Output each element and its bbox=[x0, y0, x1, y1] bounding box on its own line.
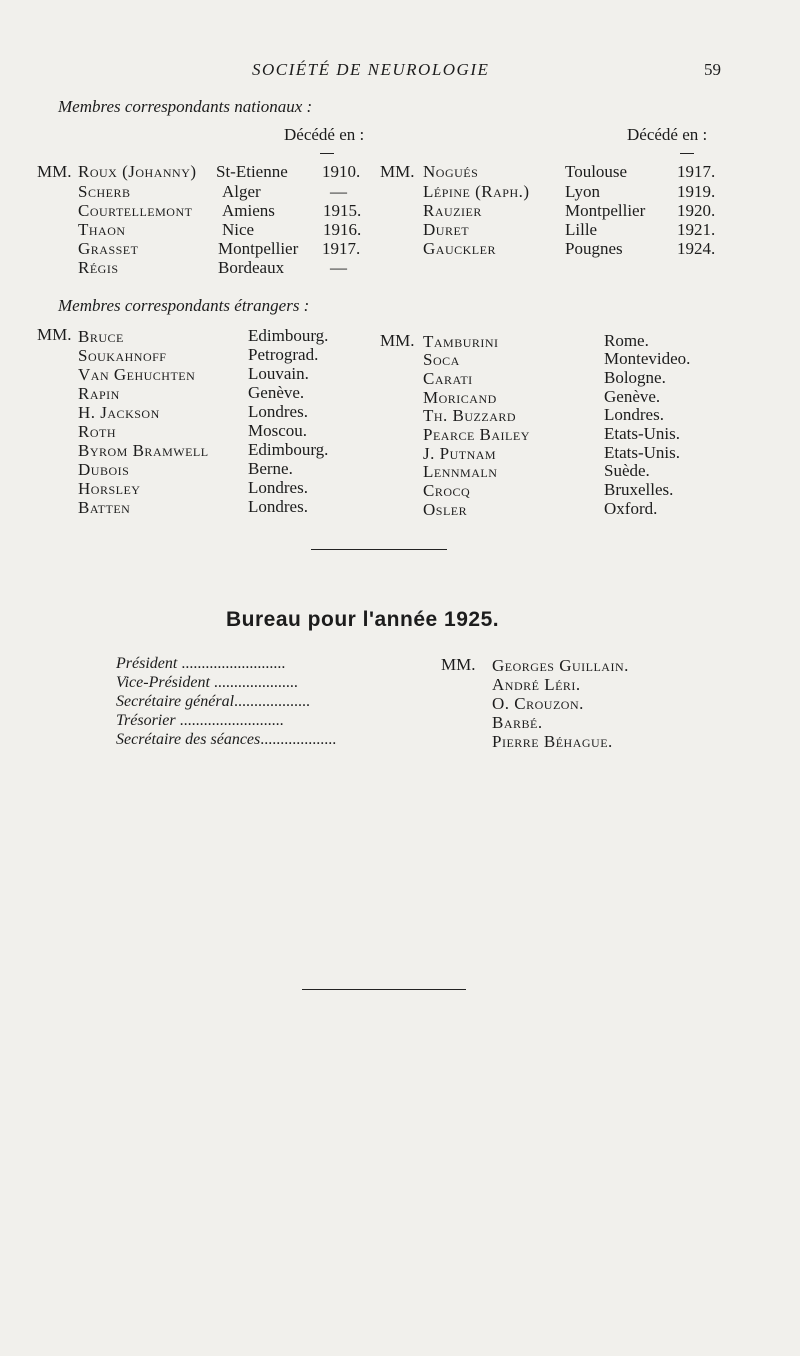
member-city: Londres. bbox=[604, 405, 664, 424]
member-name: Moricand bbox=[423, 388, 497, 407]
member-name: H. Jackson bbox=[78, 403, 160, 422]
member-name: Rapin bbox=[78, 384, 120, 403]
member-name: Van Gehuchten bbox=[78, 365, 196, 384]
member-city: Londres. bbox=[248, 497, 308, 516]
member-name: Th. Buzzard bbox=[423, 406, 517, 425]
member-city: Edimbourg. bbox=[248, 326, 329, 345]
mm-prefix: MM. bbox=[441, 655, 476, 674]
member-name: Roth bbox=[78, 422, 117, 441]
mm-prefix: MM. bbox=[37, 162, 72, 181]
member-year: 1915. bbox=[323, 201, 362, 220]
member-year: — bbox=[330, 258, 347, 277]
mm-prefix: MM. bbox=[380, 162, 415, 181]
nationaux-heading: Membres correspondants nationaux : bbox=[58, 97, 313, 116]
member-city: Alger bbox=[222, 182, 261, 201]
etrangers-heading: Membres correspondants étrangers : bbox=[58, 296, 310, 315]
member-year: 1921. bbox=[677, 220, 716, 239]
member-city: Suède. bbox=[604, 461, 650, 480]
member-city: Montpellier bbox=[218, 239, 299, 258]
member-name: Roux (Johanny) bbox=[78, 162, 197, 181]
member-name: Tamburini bbox=[423, 332, 499, 351]
officer-role: Président .......................... bbox=[116, 655, 286, 672]
member-name: Nogués bbox=[423, 162, 479, 181]
officer-role: Secrétaire des séances................... bbox=[116, 731, 337, 748]
end-divider bbox=[302, 989, 466, 990]
member-city: Bruxelles. bbox=[604, 480, 674, 499]
member-name: Pearce Bailey bbox=[423, 425, 530, 444]
member-year: 1924. bbox=[677, 239, 716, 258]
member-name: Batten bbox=[78, 498, 131, 517]
member-city: Toulouse bbox=[565, 162, 628, 181]
member-city: Moscou. bbox=[248, 421, 308, 440]
deceased-label-right: Décédé en : bbox=[627, 125, 708, 144]
member-city: Etats-Unis. bbox=[604, 424, 681, 443]
officer-role: Secrétaire général................... bbox=[116, 693, 311, 710]
section-divider bbox=[311, 549, 447, 550]
member-name: Horsley bbox=[78, 479, 141, 498]
member-city: Etats-Unis. bbox=[604, 443, 681, 462]
member-year: 1917. bbox=[322, 239, 361, 258]
officer-name: Barbé. bbox=[492, 713, 543, 732]
member-year: 1910. bbox=[322, 162, 361, 181]
member-city: Lille bbox=[565, 220, 598, 239]
member-city: Lyon bbox=[565, 182, 600, 201]
deceased-label-left: Décédé en : bbox=[284, 125, 365, 144]
member-city: Nice bbox=[222, 220, 255, 239]
member-city: Louvain. bbox=[248, 364, 309, 383]
list-item bbox=[78, 162, 197, 181]
member-name: Duret bbox=[423, 220, 470, 239]
officer-name: André Léri. bbox=[492, 675, 581, 694]
member-name: Dubois bbox=[78, 460, 130, 479]
deceased-rule-left bbox=[320, 153, 334, 154]
officer-name: O. Crouzon. bbox=[492, 694, 584, 713]
member-city: Amiens bbox=[222, 201, 275, 220]
bureau-title: Bureau pour l'année 1925. bbox=[226, 608, 500, 631]
member-city: Montevideo. bbox=[604, 349, 691, 368]
running-title: SOCIÉTÉ DE NEUROLOGIE bbox=[252, 60, 490, 79]
mm-prefix: MM. bbox=[37, 325, 72, 344]
member-year: 1917. bbox=[677, 162, 716, 181]
member-city: Petrograd. bbox=[248, 345, 319, 364]
member-name: Courtellemont bbox=[78, 201, 193, 220]
member-year: 1920. bbox=[677, 201, 716, 220]
member-city: Londres. bbox=[248, 478, 308, 497]
officer-role: Trésorier .......................... bbox=[116, 712, 284, 729]
member-name: J. Putnam bbox=[423, 444, 497, 463]
officer-name: Pierre Béhague. bbox=[492, 732, 613, 751]
member-city: Rome. bbox=[604, 331, 649, 350]
member-city: Edimbourg. bbox=[248, 440, 329, 459]
member-year: — bbox=[330, 182, 347, 201]
member-name: Carati bbox=[423, 369, 473, 388]
member-name: Scherb bbox=[78, 182, 131, 201]
member-city: Bordeaux bbox=[218, 258, 285, 277]
member-name: Osler bbox=[423, 500, 468, 519]
member-name: Thaon bbox=[78, 220, 126, 239]
member-name: Soca bbox=[423, 350, 460, 369]
member-city: Londres. bbox=[248, 402, 308, 421]
member-city: Pougnes bbox=[565, 239, 623, 258]
member-year: 1919. bbox=[677, 182, 716, 201]
member-name: Régis bbox=[78, 258, 119, 277]
member-city: Genève. bbox=[248, 383, 305, 402]
member-name: Gauckler bbox=[423, 239, 496, 258]
member-name: Crocq bbox=[423, 481, 471, 500]
member-year: 1916. bbox=[323, 220, 362, 239]
member-city: Oxford. bbox=[604, 499, 658, 518]
member-name: Bruce bbox=[78, 327, 124, 346]
member-name: Soukahnoff bbox=[78, 346, 167, 365]
mm-prefix: MM. bbox=[380, 331, 415, 350]
member-city: Genève. bbox=[604, 387, 661, 406]
member-city: Bologne. bbox=[604, 368, 666, 387]
deceased-rule-right bbox=[680, 153, 694, 154]
page-number: 59 bbox=[704, 60, 721, 79]
member-name: Lépine (Raph.) bbox=[423, 182, 530, 201]
member-name: Grasset bbox=[78, 239, 139, 258]
member-name: Byrom Bramwell bbox=[78, 441, 209, 460]
member-name: Lennmaln bbox=[423, 462, 498, 481]
officer-name: Georges Guillain. bbox=[492, 656, 629, 675]
member-name: Rauzier bbox=[423, 201, 482, 220]
officer-role: Vice-Président ..................... bbox=[116, 674, 298, 691]
member-city: Berne. bbox=[248, 459, 293, 478]
member-city: Montpellier bbox=[565, 201, 646, 220]
member-city: St-Etienne bbox=[216, 162, 288, 181]
